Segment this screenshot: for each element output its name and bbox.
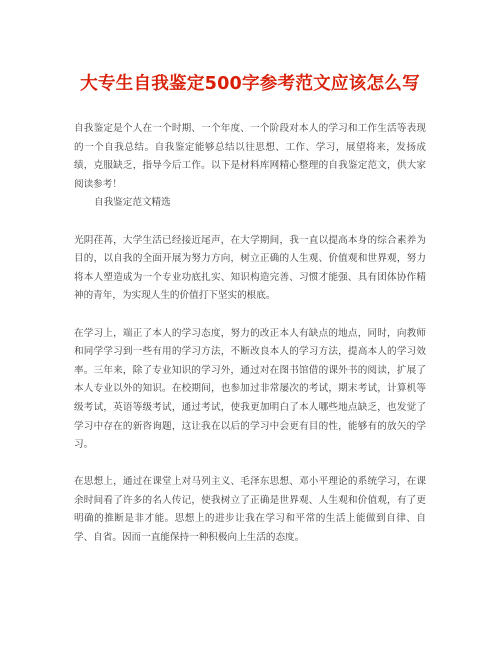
document-title: 大专生自我鉴定500字参考范文应该怎么写 (80, 74, 420, 94)
section-subheading: 自我鉴定范文精选 (94, 197, 171, 209)
body-paragraph-3: 在思想上，通过在课堂上对马列主义、毛泽东思想、邓小平理论的系统学习，在课余时间看了许多的名人传记，使我树立了正确是世界观、人生观和价值观，有了更明确的推断是非才能。思想上的进步让我在学习和平常的生活上能做到自律、自学、自省。因而一直能保持一种积极向上生活的态度。 (74, 476, 426, 544)
intro-paragraph: 自我鉴定是个人在一个时期、一个年度、一个阶段对本人的学习和工作生活等表现的一个自我总结。自我鉴定能够总结以往思想、工作、学习，展望将来，发扬成绩，克服缺乏，指导今后工作。以下是材料库网精心整理的自我鉴定范文，供大家阅读参考！ (74, 123, 426, 190)
body-paragraph-1: 光阴荏苒，大学生活已经接近尾声，在大学期间，我一直以提高本身的综合素养为目的，以自我的全面开展为努力方向，树立正确的人生观、价值观和世界观，努力将本人塑造成为一个专业功底扎实、知识构造完善、习惯才能强、具有团体协作精神的青年，为实现人生的价值打下坚实的根底。 (74, 234, 426, 302)
body-paragraph-2: 在学习上，端正了本人的学习态度，努力的改正本人有缺点的地点，同时，向教师和同学学习到一些有用的学习方法，不断改良本人的学习方法，提高本人的学习效率。三年来，除了专业知识的学习外，通过对在图书馆借的课外书的阅读，扩展了本人专业以外的知识。在校期间，也参加过非常屡次的考试，期末考试，计算机等级考试，英语等级考试，通过考试，使我更加明白了本人哪些地点缺乏，也发觉了学习中存在的新咨询题，这让我在以后的学习中会更有目的性，能够有的放矢的学习。 (74, 327, 426, 451)
document-body (74, 120, 426, 548)
